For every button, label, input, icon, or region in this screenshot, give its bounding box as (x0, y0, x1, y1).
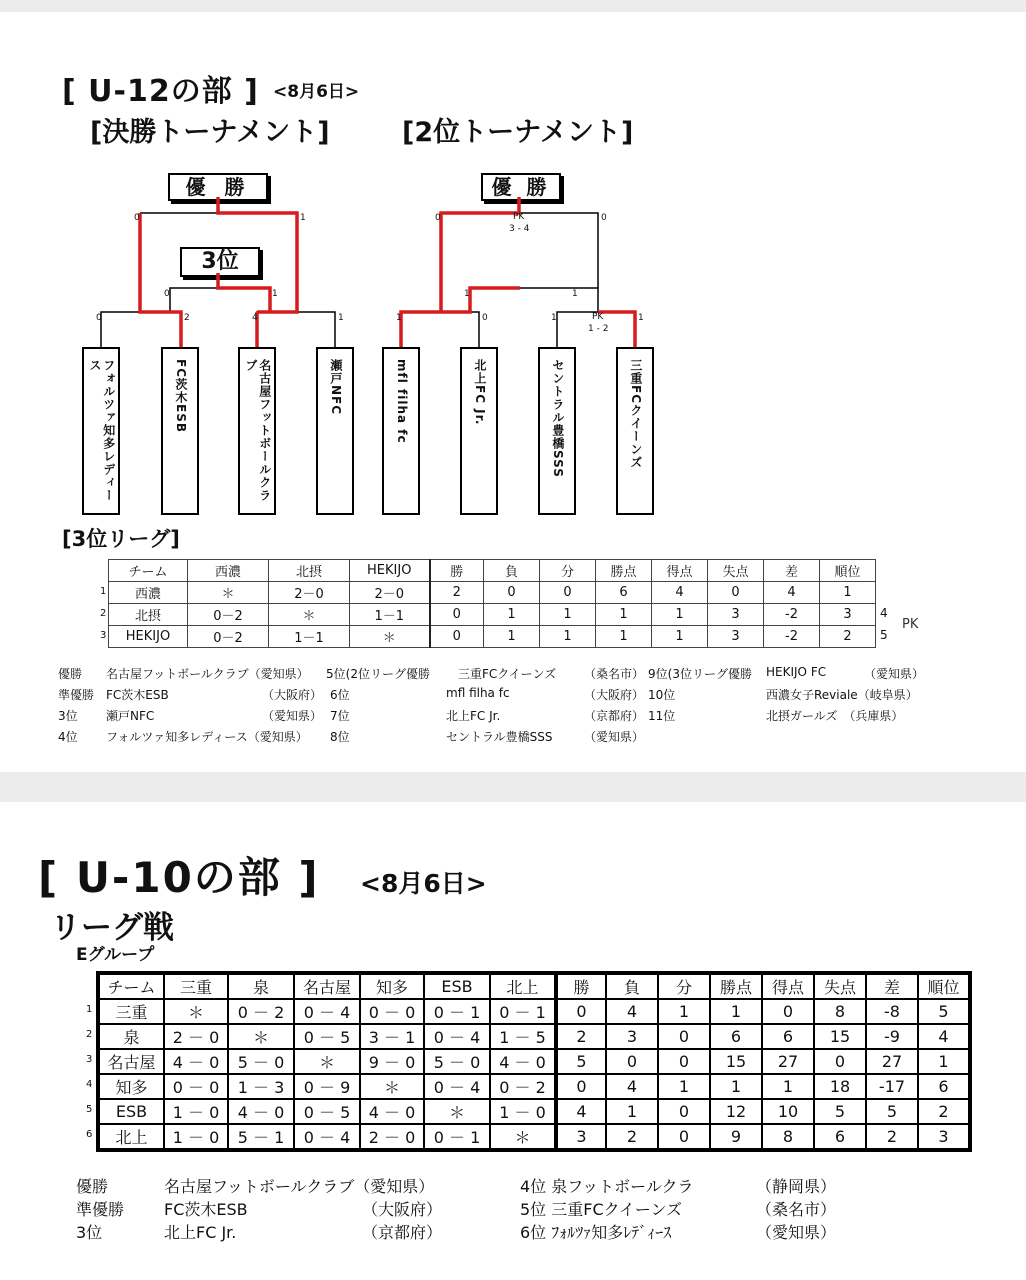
table-cell: 5 (814, 1099, 866, 1124)
table-cell: 3 (820, 604, 876, 626)
team-box: 瀬戸NFC (316, 347, 354, 515)
score: 0 (482, 313, 488, 323)
header-cell: 得点 (762, 973, 814, 999)
u12-date: <8月6日> (273, 82, 360, 102)
bracket-line-2nd-final-right (519, 197, 598, 288)
header-cell: 勝 (556, 973, 606, 999)
table-cell: 4 － 0 (360, 1099, 424, 1124)
result-team: 名古屋フットボールクラブ（愛知県） (164, 1177, 435, 1196)
score: 0 (134, 213, 140, 223)
result-pref: （大阪府） (362, 1200, 443, 1219)
third-league-table (108, 559, 876, 648)
score: 2 (184, 313, 190, 323)
table-cell: 0 － 2 (490, 1074, 556, 1099)
row-number: 2 (86, 1029, 93, 1040)
score: 1 (572, 289, 578, 299)
table-cell: 4 (606, 1074, 658, 1099)
table-cell: 6 (814, 1124, 866, 1150)
table-cell: 知多 (98, 1074, 164, 1099)
table-row (98, 1024, 970, 1049)
header-cell: 得点 (652, 560, 708, 582)
table-cell: 北上 (98, 1124, 164, 1150)
result-pref: （京都府） (362, 1223, 443, 1242)
second-champion-box: 優 勝 (481, 173, 561, 201)
header-cell: 三重 (164, 973, 228, 999)
score: 1 (638, 313, 644, 323)
table-cell: 0 (762, 999, 814, 1024)
table-cell: 0 (658, 1124, 710, 1150)
row-number: 5 (86, 1104, 93, 1115)
u12-title: [ U-12の部 ] (62, 74, 259, 109)
result-team: 名古屋フットボールクラブ（愛知県） (106, 667, 309, 681)
table-cell: 9 － 0 (360, 1049, 424, 1074)
result-label: 5位(2位リーグ優勝 (326, 667, 430, 681)
row-number: 1 (100, 586, 107, 597)
table-cell: 1 (540, 604, 596, 626)
table-cell: ＊ (228, 1024, 294, 1049)
table-cell: 8 (762, 1124, 814, 1150)
table-cell: 4 (652, 582, 708, 604)
result-label: 準優勝 (76, 1200, 125, 1219)
table-cell: 0 － 4 (294, 999, 360, 1024)
pk-score: 1 - 2 (588, 324, 609, 334)
table-cell: 2 － 0 (164, 1024, 228, 1049)
bracket-red-sf1 (140, 213, 181, 347)
bracket-line-2nd-mid-right (520, 288, 598, 312)
table-row (109, 626, 876, 648)
result-team: 6位 ﾌｫﾙﾂｧ知多ﾚﾃﾞｨｰｽ (520, 1223, 672, 1242)
table-cell: 1 (918, 1049, 970, 1074)
table-cell: 1 (652, 626, 708, 648)
table-cell: 0 － 1 (424, 1124, 490, 1150)
table-cell: -8 (866, 999, 918, 1024)
table-cell: 1 (658, 999, 710, 1024)
table-cell: 4 － 0 (164, 1049, 228, 1074)
table-cell: 5 (918, 999, 970, 1024)
league-title: リーグ戦 (50, 910, 174, 946)
team-box: フォルツァ知多レディース (82, 347, 120, 515)
bracket-line-2nd-mid-left (470, 288, 520, 312)
score: 0 (96, 313, 102, 323)
table-cell: 2 (866, 1124, 918, 1150)
header-cell: 知多 (360, 973, 424, 999)
table-cell: 1－1 (269, 626, 350, 648)
score: 1 (300, 213, 306, 223)
row-number: 3 (100, 630, 107, 641)
bracket-lines (0, 0, 1026, 560)
row-number: 3 (86, 1054, 93, 1065)
header-cell: 分 (540, 560, 596, 582)
table-cell: -9 (866, 1024, 918, 1049)
table-cell: 1 (820, 582, 876, 604)
table-cell: 1 (606, 1099, 658, 1124)
result-pref: （京都府） (584, 709, 645, 723)
table-cell: 4 (764, 582, 820, 604)
result-team: 瀬戸NFC (106, 709, 155, 723)
table-cell: 4 － 0 (228, 1099, 294, 1124)
table-cell: 1 (484, 626, 540, 648)
score: 0 (435, 213, 441, 223)
result-pref: （大阪府） (584, 688, 645, 702)
table-cell: 0－2 (188, 626, 269, 648)
table-row (98, 1099, 970, 1124)
header-cell: 分 (658, 973, 710, 999)
table-cell: 6 (762, 1024, 814, 1049)
header-cell: 勝 (430, 560, 484, 582)
header-cell: 順位 (820, 560, 876, 582)
table-cell: ＊ (188, 582, 269, 604)
table-cell: 6 (710, 1024, 762, 1049)
table-cell: 1 － 0 (164, 1124, 228, 1150)
table-cell: 1 (762, 1074, 814, 1099)
score: 0 (164, 289, 170, 299)
section-separator (0, 772, 1026, 802)
table-cell: HEKIJO (109, 626, 188, 648)
table-cell: 0 (430, 604, 484, 626)
table-cell: ＊ (424, 1099, 490, 1124)
header-cell: 名古屋 (294, 973, 360, 999)
table-cell: 0 － 5 (294, 1099, 360, 1124)
result-label: 準優勝 (58, 688, 95, 702)
table-cell: 1 (710, 999, 762, 1024)
table-cell: 2 － 0 (360, 1124, 424, 1150)
result-label: 8位 (330, 730, 350, 744)
table-cell: 0 (658, 1049, 710, 1074)
table-cell: ＊ (490, 1124, 556, 1150)
table-cell: 18 (814, 1074, 866, 1099)
result-pref: （愛知県） (584, 730, 645, 744)
table-cell: 三重 (98, 999, 164, 1024)
table-cell: ＊ (360, 1074, 424, 1099)
table-cell: 27 (762, 1049, 814, 1074)
u10-league-table (96, 971, 972, 1152)
result-label: 9位(3位リーグ優勝 (648, 667, 752, 681)
second-tournament-title: [2位トーナメント] (402, 117, 634, 148)
pk-label: PK (513, 212, 525, 222)
table-cell: 0 － 1 (490, 999, 556, 1024)
result-team: 4位 泉フットボールクラ (520, 1177, 694, 1196)
table-cell: 6 (918, 1074, 970, 1099)
u10-title: [ U-10の部 ] (38, 853, 320, 902)
header-cell: 失点 (814, 973, 866, 999)
table-cell: 8 (814, 999, 866, 1024)
table-cell: 3 (708, 604, 764, 626)
header-cell: 勝点 (710, 973, 762, 999)
pk-score: 3 - 4 (509, 224, 530, 234)
table-cell: 3 － 1 (360, 1024, 424, 1049)
row-number: 6 (86, 1129, 93, 1140)
final-tournament-title: [決勝トーナメント] (90, 117, 330, 148)
header-cell: 北摂 (269, 560, 350, 582)
result-pref: （桑名市） (756, 1200, 837, 1219)
table-row (98, 1074, 970, 1099)
result-team: mfl filha fc (446, 686, 510, 700)
table-cell: 泉 (98, 1024, 164, 1049)
table-cell: -2 (764, 604, 820, 626)
table-cell: 1 － 3 (228, 1074, 294, 1099)
table-cell: 1 (652, 604, 708, 626)
score: 0 (601, 213, 607, 223)
table-cell: 0 (556, 999, 606, 1024)
header-cell: チーム (109, 560, 188, 582)
result-team: FC茨木ESB (106, 688, 169, 702)
row-number: 4 (86, 1079, 93, 1090)
table-cell: 0 － 0 (360, 999, 424, 1024)
third-place-box: 3位 (180, 247, 260, 277)
table-cell: 0 (606, 1049, 658, 1074)
table-cell: 西濃 (109, 582, 188, 604)
bracket-line-final-left (140, 197, 218, 213)
team-box: 名古屋フットボールクラブ (238, 347, 276, 515)
table-cell: 北摂 (109, 604, 188, 626)
result-label: 6位 (330, 688, 350, 702)
score: 1 (272, 289, 278, 299)
result-team: 北上FC Jr. (446, 709, 501, 723)
table-cell: 1 (596, 604, 652, 626)
bracket-line-sf1 (101, 312, 181, 347)
table-cell: 0 (430, 626, 484, 648)
table-cell: 10 (762, 1099, 814, 1124)
header-cell: 失点 (708, 560, 764, 582)
result-pref: （大阪府） (262, 688, 323, 702)
table-cell: 0 － 9 (294, 1074, 360, 1099)
bracket-line-third (170, 288, 270, 312)
table-cell: 1 (484, 604, 540, 626)
table-cell: 0 － 4 (424, 1024, 490, 1049)
table-cell: 0 (814, 1049, 866, 1074)
header-cell: 順位 (918, 973, 970, 999)
table-cell: 0 (658, 1099, 710, 1124)
row-number: 2 (100, 608, 107, 619)
header-cell: 負 (484, 560, 540, 582)
table-cell: 5 (866, 1099, 918, 1124)
table-cell: 15 (710, 1049, 762, 1074)
result-label: 優勝 (58, 667, 83, 681)
result-pref: （愛知県） (756, 1223, 837, 1242)
table-cell: 0 － 5 (294, 1024, 360, 1049)
header-cell: 差 (764, 560, 820, 582)
table-cell: 5 (556, 1049, 606, 1074)
table-cell: 1 － 0 (490, 1099, 556, 1124)
table-cell: 0 － 2 (228, 999, 294, 1024)
result-label: 優勝 (76, 1177, 109, 1196)
header-cell: 北上 (490, 973, 556, 999)
result-team: フォルツァ知多レディース（愛知県） (106, 730, 308, 744)
table-cell: 0 (658, 1024, 710, 1049)
table-cell: 0 (540, 582, 596, 604)
table-cell: 1 (710, 1074, 762, 1099)
result-label: 3位 (76, 1223, 103, 1242)
group-label: Eグループ (76, 945, 155, 965)
table-cell: 0 － 4 (294, 1124, 360, 1150)
result-team: 三重FCクイーンズ (458, 667, 557, 681)
result-pref: （愛知県） (864, 667, 925, 681)
table-cell: 6 (596, 582, 652, 604)
table-row (109, 604, 876, 626)
result-label: 11位 (648, 709, 676, 723)
pk-label: PK (592, 312, 604, 322)
table-cell: 1 (540, 626, 596, 648)
result-team: 西濃女子Reviale（岐阜県） (766, 688, 918, 702)
header-cell: 西濃 (188, 560, 269, 582)
result-team: 北上FC Jr. (164, 1223, 237, 1242)
table-header-row (109, 560, 876, 582)
score: 1 (396, 313, 402, 323)
header-cell: HEKIJO (350, 560, 430, 582)
table-row (98, 999, 970, 1024)
team-box: 北上FC Jr. (460, 347, 498, 515)
result-label: 7位 (330, 709, 350, 723)
score: 1 (338, 313, 344, 323)
table-cell: ＊ (269, 604, 350, 626)
result-team: 5位 三重FCクイーンズ (520, 1200, 683, 1219)
table-cell: -17 (866, 1074, 918, 1099)
result-label: 10位 (648, 688, 676, 702)
team-box: FC茨木ESB (161, 347, 199, 515)
header-cell: 泉 (228, 973, 294, 999)
table-cell: 0 (484, 582, 540, 604)
header-cell: 差 (866, 973, 918, 999)
table-cell: 1 － 0 (164, 1099, 228, 1124)
table-cell: 0 － 1 (424, 999, 490, 1024)
score: 1 (464, 289, 470, 299)
table-cell: 0－2 (188, 604, 269, 626)
row-number: 1 (86, 1004, 93, 1015)
table-cell: 1 － 5 (490, 1024, 556, 1049)
table-cell: 15 (814, 1024, 866, 1049)
table-row (98, 1124, 970, 1150)
table-cell: ＊ (294, 1049, 360, 1074)
result-pref: （桑名市） (584, 667, 645, 681)
table-cell: 3 (708, 626, 764, 648)
bracket-red-third (218, 273, 270, 312)
score: 4 (252, 313, 258, 323)
table-cell: 4 (556, 1099, 606, 1124)
side-number: 5 (880, 628, 888, 642)
header-cell: ESB (424, 973, 490, 999)
table-cell: -2 (764, 626, 820, 648)
table-cell: 2 (918, 1099, 970, 1124)
table-cell: 2－0 (350, 582, 430, 604)
table-cell: 1 (658, 1074, 710, 1099)
table-cell: 27 (866, 1049, 918, 1074)
table-cell: 12 (710, 1099, 762, 1124)
result-team: セントラル豊橋SSS (446, 730, 553, 744)
table-cell: 2 (556, 1024, 606, 1049)
bracket-red-2nd-left (401, 288, 520, 347)
team-box: セントラル豊橋SSS (538, 347, 576, 515)
table-cell: 5 － 0 (424, 1049, 490, 1074)
result-label: 3位 (58, 709, 78, 723)
bracket-line-2nd-sf1 (401, 312, 479, 347)
pk-note: PK (902, 617, 919, 632)
table-cell: 0 (708, 582, 764, 604)
final-champion-box: 優 勝 (168, 173, 268, 201)
result-team: HEKIJO FC (766, 665, 827, 679)
table-cell: 2－0 (269, 582, 350, 604)
bracket-red-2nd-final (441, 197, 519, 312)
bracket-line-sf2 (257, 312, 335, 347)
u10-date: <8月6日> (360, 869, 487, 898)
score: 1 (551, 313, 557, 323)
team-box: mfl filha fc (382, 347, 420, 515)
table-row (109, 582, 876, 604)
table-cell: 4 (918, 1024, 970, 1049)
table-cell: 5 － 1 (228, 1124, 294, 1150)
result-pref: （愛知県） (262, 709, 323, 723)
result-pref: （静岡県） (756, 1177, 837, 1196)
table-cell: 2 (606, 1124, 658, 1150)
table-cell: 0 － 0 (164, 1074, 228, 1099)
result-team: 北摂ガールズ （兵庫県） (766, 709, 904, 723)
table-cell: 9 (710, 1124, 762, 1150)
table-cell: 2 (820, 626, 876, 648)
result-label: 4位 (58, 730, 78, 744)
header-cell: 負 (606, 973, 658, 999)
table-cell: 3 (606, 1024, 658, 1049)
table-cell: 3 (918, 1124, 970, 1150)
table-cell: 0 (556, 1074, 606, 1099)
table-cell: 1 (596, 626, 652, 648)
header-cell: 勝点 (596, 560, 652, 582)
third-league-title: [3位リーグ] (62, 527, 180, 551)
table-cell: ESB (98, 1099, 164, 1124)
result-team: FC茨木ESB (164, 1200, 248, 1219)
table-cell: 5 － 0 (228, 1049, 294, 1074)
table-cell: ＊ (164, 999, 228, 1024)
table-cell: 4 － 0 (490, 1049, 556, 1074)
header-cell: チーム (98, 973, 164, 999)
table-cell: 4 (606, 999, 658, 1024)
table-cell: 1－1 (350, 604, 430, 626)
table-cell: 2 (430, 582, 484, 604)
team-box: 三重FCクイーンズ (616, 347, 654, 515)
table-cell: 3 (556, 1124, 606, 1150)
table-row (98, 1049, 970, 1074)
table-cell: 名古屋 (98, 1049, 164, 1074)
side-number: 4 (880, 606, 888, 620)
table-cell: 0 － 4 (424, 1074, 490, 1099)
table-header-row (98, 973, 970, 999)
table-cell: ＊ (350, 626, 430, 648)
bracket-red-final (218, 197, 297, 312)
